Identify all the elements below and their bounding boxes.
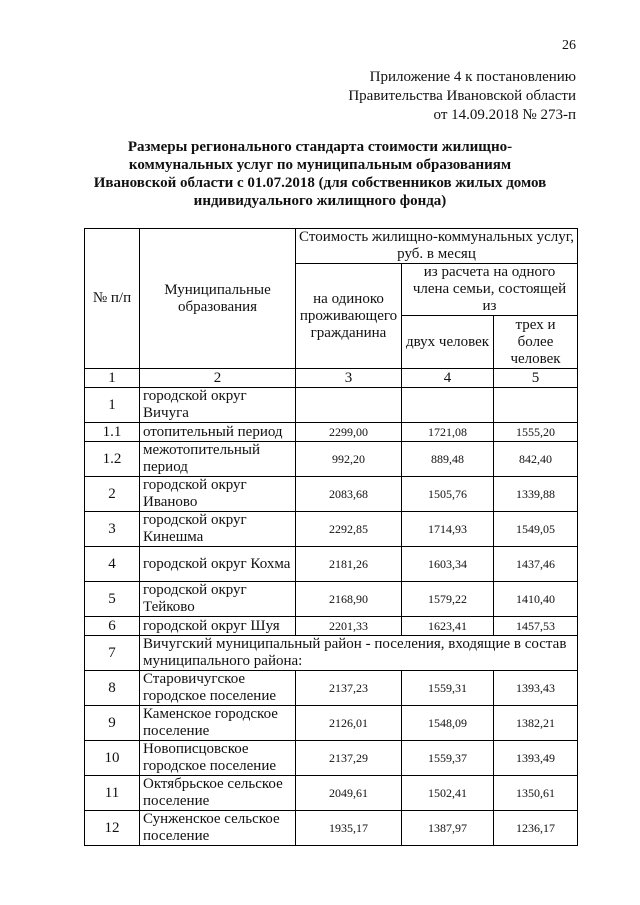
row-num: 7 (85, 636, 140, 671)
row-num: 10 (85, 741, 140, 776)
table-row (85, 442, 578, 477)
row-three: 1393,43 (494, 671, 578, 706)
row-three: 1382,21 (494, 706, 578, 741)
appendix-line-2: Правительства Ивановской области (348, 88, 576, 104)
row-num: 1.1 (85, 423, 140, 442)
table-row (85, 547, 578, 582)
column-number: 2 (140, 369, 296, 388)
row-two: 1502,41 (402, 776, 494, 811)
page-number: 26 (562, 38, 576, 53)
table-row (85, 617, 578, 636)
row-municipality: городской округ Кинешма (140, 512, 296, 547)
row-municipality: городской округ Кохма (140, 547, 296, 582)
row-municipality: Каменское городское поселение (140, 706, 296, 741)
row-single: 2126,01 (296, 706, 402, 741)
column-number: 5 (494, 369, 578, 388)
title-line-1: Размеры регионального стандарта стоимости жилищно- (127, 139, 513, 155)
row-two: 1505,76 (402, 477, 494, 512)
header-municipality: Муниципальные образования (140, 229, 296, 369)
column-number: 4 (402, 369, 494, 388)
row-three (494, 388, 578, 423)
row-num: 5 (85, 582, 140, 617)
row-num: 6 (85, 617, 140, 636)
table-row (85, 477, 578, 512)
row-municipality: Новописцовское городское поселение (140, 741, 296, 776)
row-single: 2292,85 (296, 512, 402, 547)
column-number: 1 (85, 369, 140, 388)
column-number: 3 (296, 369, 402, 388)
row-num: 9 (85, 706, 140, 741)
row-municipality: городской округ Вичуга (140, 388, 296, 423)
row-single: 2137,23 (296, 671, 402, 706)
document-title (70, 138, 570, 210)
table-row (85, 741, 578, 776)
row-single: 2137,29 (296, 741, 402, 776)
row-three: 1457,53 (494, 617, 578, 636)
row-single: 2299,00 (296, 423, 402, 442)
row-two: 1714,93 (402, 512, 494, 547)
row-three: 1549,05 (494, 512, 578, 547)
table-row (85, 811, 578, 846)
row-municipality: Вичугский муниципальный район - поселения, входящие в состав муниципального района: (140, 636, 578, 671)
appendix-note (348, 68, 576, 125)
row-single: 2168,90 (296, 582, 402, 617)
row-three: 1236,17 (494, 811, 578, 846)
row-single: 2201,33 (296, 617, 402, 636)
row-three: 842,40 (494, 442, 578, 477)
title-line-3: Ивановской области с 01.07.2018 (для собственников жилых домов (93, 175, 547, 191)
row-num: 1.2 (85, 442, 140, 477)
row-three: 1339,88 (494, 477, 578, 512)
row-single: 1935,17 (296, 811, 402, 846)
table-row (85, 388, 578, 423)
row-two: 1387,97 (402, 811, 494, 846)
row-single: 992,20 (296, 442, 402, 477)
column-number-row (85, 369, 578, 388)
header-cost: Стоимость жилищно-коммунальных услуг, руб. в месяц (296, 229, 578, 264)
header-three: трех и более человек (494, 316, 578, 369)
row-three: 1437,46 (494, 547, 578, 582)
table-row (85, 671, 578, 706)
header-num: № п/п (85, 229, 140, 369)
row-two: 1579,22 (402, 582, 494, 617)
row-two (402, 388, 494, 423)
row-num: 11 (85, 776, 140, 811)
appendix-line-3: от 14.09.2018 № 273-п (433, 107, 576, 123)
row-two: 1559,37 (402, 741, 494, 776)
row-municipality: городской округ Тейково (140, 582, 296, 617)
title-line-2: коммунальных услуг по муниципальным образованиям (128, 157, 512, 173)
row-single (296, 388, 402, 423)
row-two: 1548,09 (402, 706, 494, 741)
row-num: 1 (85, 388, 140, 423)
row-two: 1559,31 (402, 671, 494, 706)
row-three: 1555,20 (494, 423, 578, 442)
header-two: двух человек (402, 316, 494, 369)
row-municipality: Старовичугское городское поселение (140, 671, 296, 706)
row-num: 8 (85, 671, 140, 706)
table-row (85, 423, 578, 442)
row-num: 3 (85, 512, 140, 547)
appendix-line-1: Приложение 4 к постановлению (369, 69, 576, 85)
table-row (85, 582, 578, 617)
header-family: из расчета на одного члена семьи, состоящей из (402, 264, 578, 316)
table-row (85, 706, 578, 741)
row-single: 2181,26 (296, 547, 402, 582)
row-municipality: Октябрьское сельское поселение (140, 776, 296, 811)
table-header-row (85, 229, 578, 264)
row-num: 2 (85, 477, 140, 512)
table-row (85, 776, 578, 811)
table-row (85, 512, 578, 547)
row-three: 1350,61 (494, 776, 578, 811)
row-municipality: городской округ Шуя (140, 617, 296, 636)
row-single: 2083,68 (296, 477, 402, 512)
tariff-table (84, 228, 578, 846)
row-num: 4 (85, 547, 140, 582)
title-line-4: индивидуального жилищного фонда) (193, 193, 447, 209)
row-single: 2049,61 (296, 776, 402, 811)
table-row (85, 636, 578, 671)
row-municipality: межотопительный период (140, 442, 296, 477)
row-two: 889,48 (402, 442, 494, 477)
row-two: 1721,08 (402, 423, 494, 442)
row-municipality: Сунженское сельское поселение (140, 811, 296, 846)
row-two: 1623,41 (402, 617, 494, 636)
row-three: 1393,49 (494, 741, 578, 776)
row-three: 1410,40 (494, 582, 578, 617)
header-single: на одиноко проживающего гражданина (296, 264, 402, 369)
row-municipality: городской округ Иваново (140, 477, 296, 512)
row-two: 1603,34 (402, 547, 494, 582)
row-municipality: отопительный период (140, 423, 296, 442)
row-num: 12 (85, 811, 140, 846)
